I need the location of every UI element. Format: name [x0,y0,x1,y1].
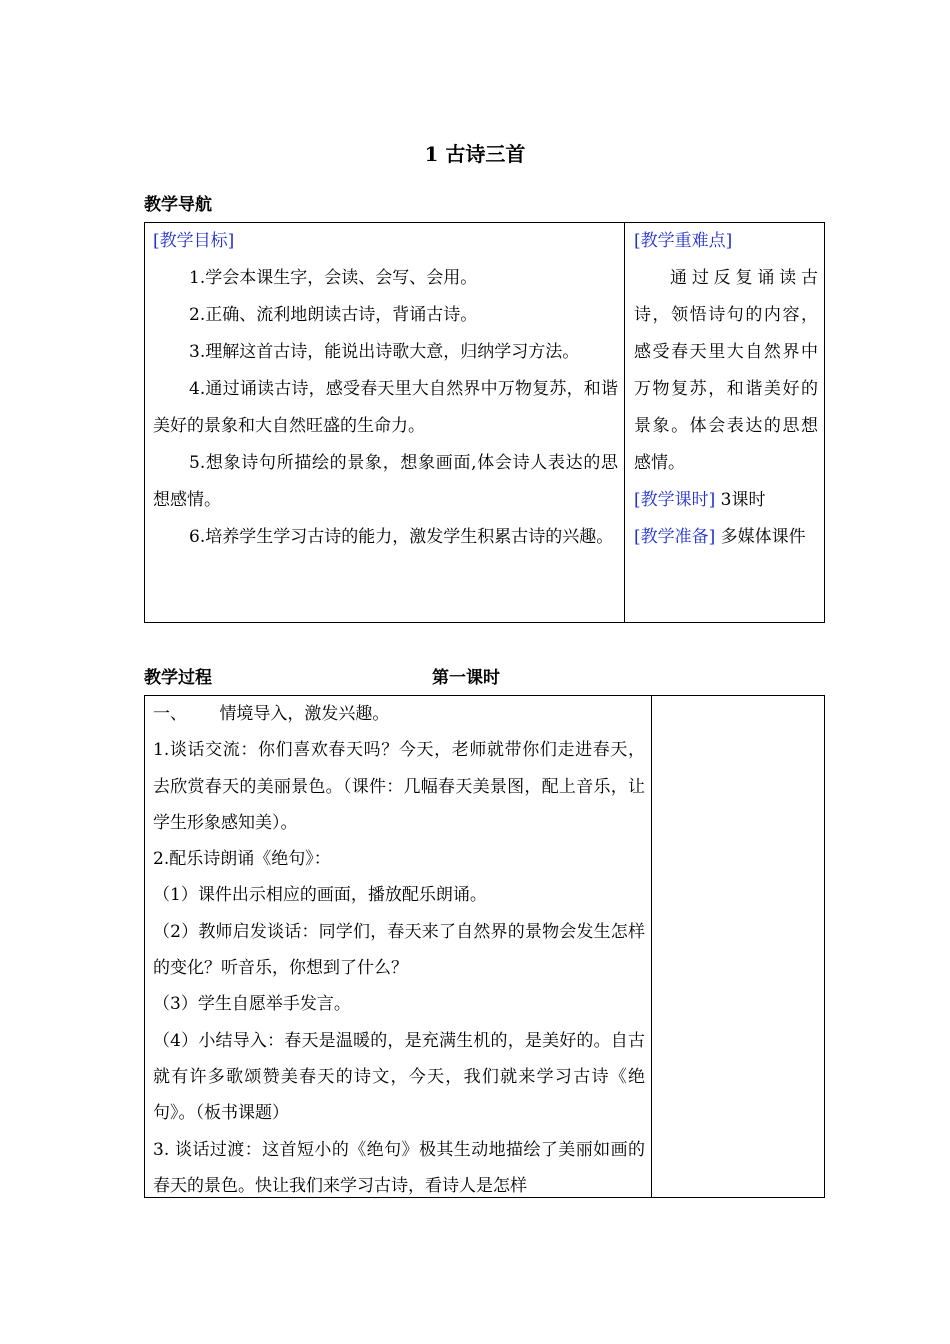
prep-row [634,519,818,556]
process-column [153,696,645,1198]
process-line: 1.谈话交流：你们喜欢春天吗？今天，老师就带你们走进春天，去欣赏春天的美丽景色。（课件：几幅春天美景图，配上音乐，让学生形象感知美）。 [153,740,645,833]
process-line: （2）教师启发谈话：同学们，春天来了自然界的景物会发生怎样的变化？听音乐，你想到了什么？ [153,921,645,979]
teaching-nav-table [144,222,825,623]
process-label: 教学过程 [144,668,212,688]
goals-column [153,223,618,556]
goals-heading: [教学目标] [153,231,235,251]
process-line: 2.配乐诗朗诵《绝句》： [153,849,331,870]
process-table [144,695,825,1198]
process-line: （3）学生自愿举手发言。 [153,994,351,1015]
column-divider [624,223,625,622]
prep-heading: [教学准备] [634,527,716,547]
goal-item: 1.学会本课生字，会读、会写、会用。 [189,268,478,288]
nav-label: 教学导航 [144,195,212,215]
goal-item: 3.理解这首古诗，能说出诗歌大意，归纳学习方法。 [189,342,580,362]
key-points-heading: [教学重难点] [634,231,733,251]
process-line: （4）小结导入：春天是温暖的，是充满生机的，是美好的。自古就有许多歌颂赞美春天的诗文，今天，我们就来学习古诗《绝句》。（板书课题） [153,1030,645,1124]
key-points-column [634,223,818,556]
goal-item: 2.正确、流利地朗读古诗，背诵古诗。 [189,305,478,325]
process-line: （1）课件出示相应的画面，播放配乐朗诵。 [153,885,487,906]
prep-value: 多媒体课件 [715,527,806,547]
hours-value: 3课时 [715,490,766,510]
key-points-text: 通过反复诵读古诗，领悟诗句的内容，感受春天里大自然界中万物复苏，和谐美好的景象。体会表达的思想感情。 [634,268,818,473]
goal-item: 5.想象诗句所描绘的景象，想象画面,体会诗人表达的思想感情。 [153,453,618,510]
lesson-label: 第一课时 [432,668,500,688]
process-line: 3. 谈话过渡：这首短小的《绝句》极其生动地描绘了美丽如画的春天的景色。快让我们来学习古诗，看诗人是怎样 [153,1139,645,1196]
process-line: 一、 情境导入，激发兴趣。 [153,704,390,724]
page-title: 1 古诗三首 [424,142,526,166]
goal-item: 4.通过诵读古诗，感受春天里大自然界中万物复苏，和谐美好的景象和大自然旺盛的生命力。 [153,379,618,436]
column-divider [651,696,652,1197]
goal-item: 6.培养学生学习古诗的能力，激发学生积累古诗的兴趣。 [189,527,614,547]
hours-heading: [教学课时] [634,490,716,510]
hours-row [634,482,818,519]
